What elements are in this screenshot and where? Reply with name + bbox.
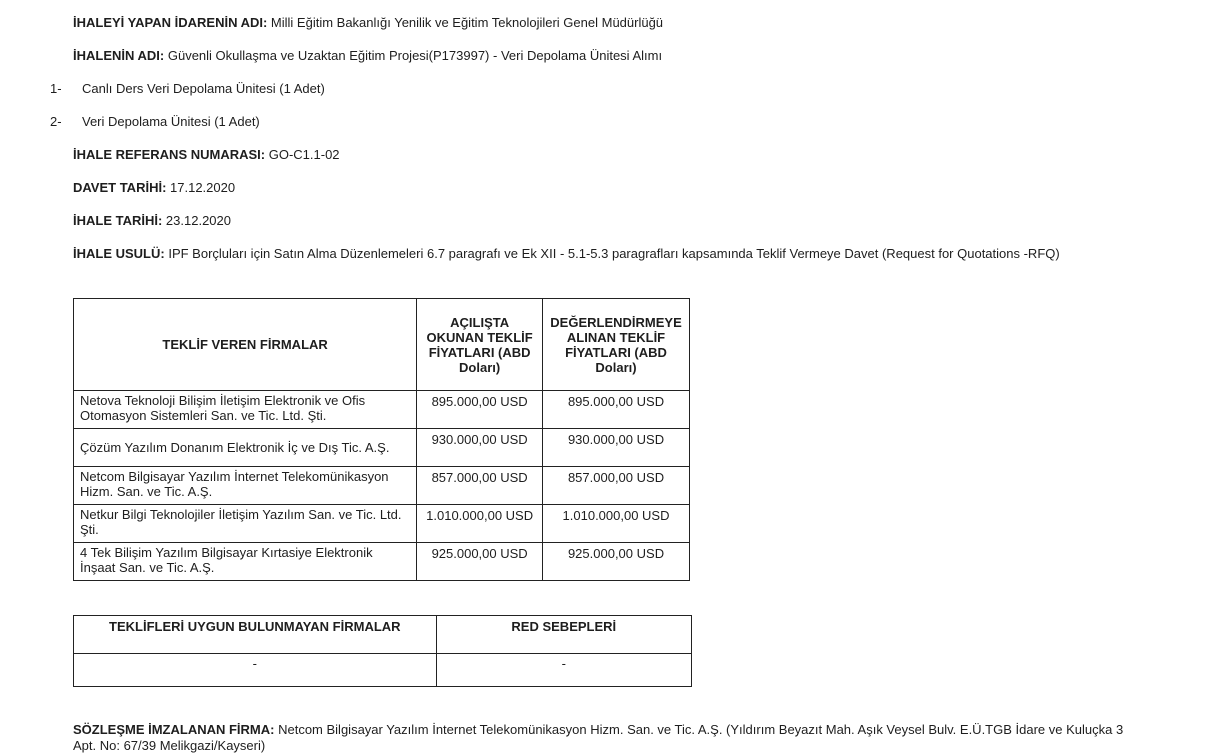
tender-name-label: İHALENİN ADI: [73, 48, 165, 63]
reference-label: İHALE REFERANS NUMARASI: [73, 147, 266, 162]
firm-name: Netova Teknoloji Bilişim İletişim Elektronik ve Ofis Otomasyon Sistemleri San. ve Tic. Ltd. Şti. [74, 391, 417, 429]
item-text: Veri Depolama Ünitesi (1 Adet) [82, 114, 260, 129]
opened-price: 895.000,00 USD [417, 391, 543, 429]
evaluated-price: 925.000,00 USD [543, 543, 690, 581]
bids-header-row [74, 299, 690, 391]
firm-name: Çözüm Yazılım Donanım Elektronik İç ve Dış Tic. A.Ş. [74, 429, 417, 467]
bids-table [73, 298, 690, 581]
authority-label: İHALEYİ YAPAN İDARENİN ADI: [73, 15, 268, 30]
tender-method-value: IPF Borçluları için Satın Alma Düzenlemeleri 6.7 paragrafı ve Ek XII - 5.1-5.3 paragrafları kapsamında Teklif Vermeye Davet (Request for Quotations -RFQ) [164, 246, 1060, 261]
rejected-header-row [74, 616, 692, 654]
item-number: 1- [50, 81, 62, 96]
tender-method-label: İHALE USULÜ: [73, 246, 165, 261]
authority-line [73, 15, 663, 30]
header-reject-reasons: RED SEBEPLERİ [436, 616, 691, 654]
firm-name: Netcom Bilgisayar Yazılım İnternet Telekomünikasyon Hizm. San. ve Tic. A.Ş. [74, 467, 417, 505]
authority-value: Milli Eğitim Bakanlığı Yenilik ve Eğitim Teknolojileri Genel Müdürlüğü [267, 15, 664, 30]
opened-price: 1.010.000,00 USD [417, 505, 543, 543]
item-text: Canlı Ders Veri Depolama Ünitesi (1 Adet) [82, 81, 325, 96]
reference-value: GO-C1.1-02 [265, 147, 340, 162]
reject-reason: - [436, 654, 691, 687]
table-row [74, 543, 690, 581]
firm-name: Netkur Bilgi Teknolojiler İletişim Yazılım San. ve Tic. Ltd. Şti. [74, 505, 417, 543]
tender-name-line [73, 48, 662, 63]
opened-price: 857.000,00 USD [417, 467, 543, 505]
contract-firm-line [73, 722, 1143, 754]
header-opened-price: AÇILIŞTA OKUNAN TEKLİF FİYATLARI (ABD Doları) [417, 299, 543, 391]
tender-date-label: İHALE TARİHİ: [73, 213, 163, 228]
invite-date-label: DAVET TARİHİ: [73, 180, 167, 195]
tender-date-value: 23.12.2020 [162, 213, 231, 228]
table-row [74, 654, 692, 687]
contract-firm-label: SÖZLEŞME İMZALANAN FİRMA: [73, 722, 275, 737]
header-evaluated-price: DEĞERLENDİRMEYE ALINAN TEKLİF FİYATLARI (ABD Doları) [543, 299, 690, 391]
tender-method-line [73, 246, 1060, 261]
tender-date-line [73, 213, 231, 228]
header-rejected-firms: TEKLİFLERİ UYGUN BULUNMAYAN FİRMALAR [74, 616, 437, 654]
table-row [74, 467, 690, 505]
contract-firm-value: Netcom Bilgisayar Yazılım İnternet Telekomünikasyon Hizm. San. ve Tic. A.Ş. (Yıldırım Beyazıt Mah. Aşık Veysel Bulv. E.Ü.TGB İdare ve Kuluçka 3 Apt. No: 67/39 Melikgazi/Kayseri) [73, 722, 1124, 753]
item-number: 2- [50, 114, 62, 129]
evaluated-price: 895.000,00 USD [543, 391, 690, 429]
evaluated-price: 1.010.000,00 USD [543, 505, 690, 543]
invite-date-value: 17.12.2020 [166, 180, 236, 195]
opened-price: 925.000,00 USD [417, 543, 543, 581]
header-firms: TEKLİF VEREN FİRMALAR [74, 299, 417, 391]
reference-line [73, 147, 340, 162]
invite-date-line [73, 180, 235, 195]
rejected-table [73, 615, 692, 687]
evaluated-price: 930.000,00 USD [543, 429, 690, 467]
rejected-firm: - [74, 654, 437, 687]
opened-price: 930.000,00 USD [417, 429, 543, 467]
table-row [74, 429, 690, 467]
tender-name-value: Güvenli Okullaşma ve Uzaktan Eğitim Projesi(P173997) - Veri Depolama Ünitesi Alımı [164, 48, 663, 63]
firm-name: 4 Tek Bilişim Yazılım Bilgisayar Kırtasiye Elektronik İnşaat San. ve Tic. A.Ş. [74, 543, 417, 581]
table-row [74, 505, 690, 543]
evaluated-price: 857.000,00 USD [543, 467, 690, 505]
table-row [74, 391, 690, 429]
